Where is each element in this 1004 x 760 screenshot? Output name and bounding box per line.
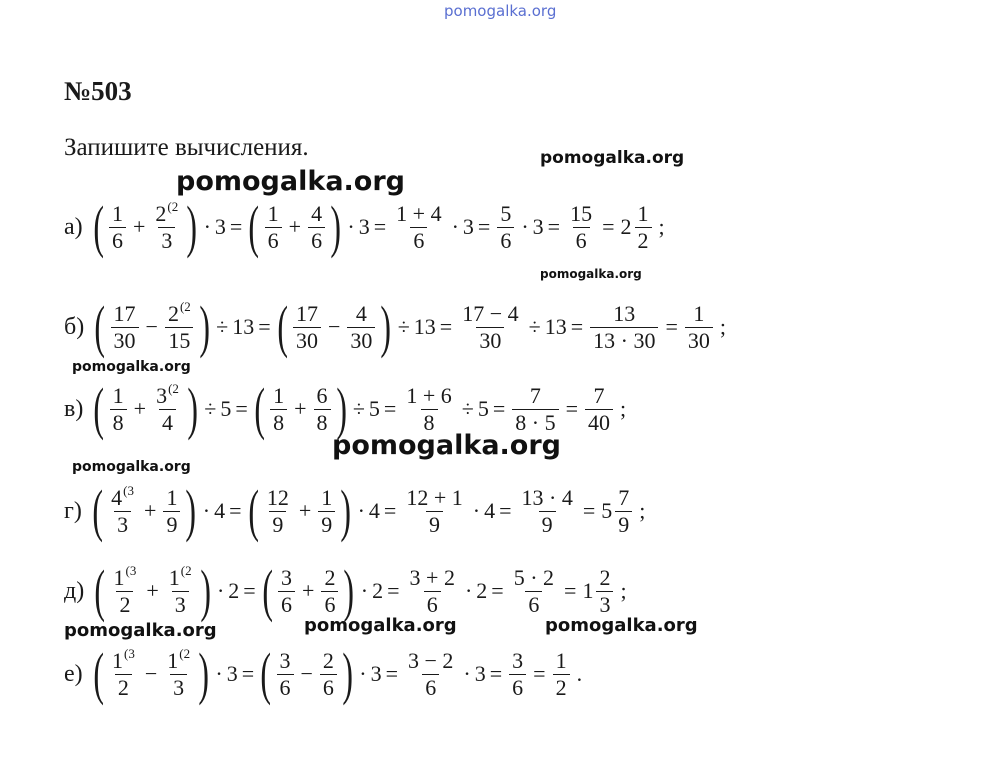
bracket: ( xyxy=(248,194,260,259)
fraction xyxy=(512,383,558,435)
numerator: 1 xyxy=(637,201,649,227)
numerator: 3 xyxy=(512,648,524,674)
numerator: 1 xyxy=(693,301,705,327)
operator: − xyxy=(145,314,158,339)
numerator: 17 − 4 xyxy=(462,301,519,327)
bracket: ( xyxy=(92,478,103,543)
numerator: 1$^{(2}$ xyxy=(167,646,191,674)
bracket: ( xyxy=(94,558,106,623)
fraction xyxy=(407,565,458,617)
operator: − xyxy=(300,661,313,686)
bracket: ) xyxy=(187,376,198,441)
numerator: 1 xyxy=(321,485,333,511)
fraction xyxy=(110,383,127,435)
operator: = xyxy=(602,214,615,239)
operator: = xyxy=(241,661,255,686)
numerator: 1 xyxy=(555,648,567,674)
numerator: 12 xyxy=(266,485,289,511)
denominator: 6 xyxy=(424,591,441,617)
fraction xyxy=(321,565,338,617)
item-label: е) xyxy=(64,660,83,687)
bracket: ) xyxy=(380,294,392,359)
denominator: 9 xyxy=(318,511,335,537)
fraction xyxy=(615,485,632,537)
multiplier-superscript: (3 xyxy=(123,483,135,499)
bracket: ) xyxy=(199,558,211,623)
numerator: 4$^{(3}$ xyxy=(111,483,135,511)
fraction xyxy=(403,485,465,537)
operator: ÷ xyxy=(352,396,365,421)
operator: ÷ xyxy=(528,314,541,339)
operator: · xyxy=(203,214,211,239)
numerator: 6 xyxy=(316,383,328,409)
denominator: 2 xyxy=(635,227,652,253)
denominator: 15 xyxy=(165,327,193,353)
numerator: 2 xyxy=(322,648,334,674)
fraction xyxy=(109,201,126,253)
operator: ÷ xyxy=(461,396,474,421)
fraction xyxy=(108,485,137,537)
watermark: pomogalka.org xyxy=(540,267,642,281)
numerator: 12 + 1 xyxy=(406,485,463,511)
multiplier-superscript: (3 xyxy=(125,563,137,579)
whole-part: 5 xyxy=(601,498,613,523)
fraction xyxy=(459,301,521,353)
bracket: ( xyxy=(262,558,273,623)
operator: = xyxy=(373,214,387,239)
fraction xyxy=(264,485,292,537)
fraction xyxy=(165,301,194,353)
bracket: ) xyxy=(343,558,355,623)
numerator: 2 xyxy=(599,565,611,591)
numerator: 4 xyxy=(355,301,367,327)
denominator: 6 xyxy=(265,227,282,253)
numerator: 1 + 4 xyxy=(396,201,442,227)
fraction xyxy=(511,565,557,617)
operator: = xyxy=(383,396,397,421)
operator: = xyxy=(582,498,596,523)
fraction xyxy=(153,383,182,435)
bracket: ( xyxy=(93,194,104,259)
bracket: ) xyxy=(335,376,347,441)
operator: · xyxy=(357,498,365,523)
denominator: 3 xyxy=(170,674,187,700)
operator: · xyxy=(472,498,481,523)
fraction xyxy=(308,201,325,253)
operator: = xyxy=(492,396,506,421)
bracket: ) xyxy=(342,641,353,706)
fraction xyxy=(163,485,180,537)
operator: + xyxy=(302,578,315,603)
operator: + xyxy=(298,498,312,523)
numerator: 1 + 6 xyxy=(406,383,452,409)
paren-group xyxy=(91,376,200,441)
operator: ; xyxy=(620,578,627,603)
fraction xyxy=(403,383,454,435)
operator: · xyxy=(202,498,211,523)
denominator: 9 xyxy=(163,511,180,537)
numerator: 3$^{(2}$ xyxy=(156,381,179,409)
operator: · xyxy=(464,578,473,603)
operator: = xyxy=(235,396,248,421)
fraction xyxy=(347,301,375,353)
item-label: в) xyxy=(64,395,84,422)
bracket: ( xyxy=(247,478,259,543)
operator: . xyxy=(576,661,583,686)
instruction: Запишите вычисления. xyxy=(64,134,309,161)
denominator: 9 xyxy=(539,511,556,537)
watermark-top: pomogalka.org xyxy=(444,2,557,20)
paren-group xyxy=(246,478,354,543)
denominator: 6 xyxy=(109,227,126,253)
fraction xyxy=(590,301,658,353)
multiplier-superscript: (2 xyxy=(179,646,191,662)
bracket: ( xyxy=(276,294,288,359)
watermark: pomogalka.org xyxy=(332,430,561,461)
watermark: pomogalka.org xyxy=(540,148,685,168)
denominator: 3 xyxy=(172,591,189,617)
watermark: pomogalka.org xyxy=(304,615,457,636)
whole-part: 1 xyxy=(582,578,594,603)
numerator: 17 xyxy=(295,301,318,327)
denominator: 6 xyxy=(509,674,526,700)
numerator: 3 + 2 xyxy=(409,565,455,591)
solution-b: б) ( $\frac{17}{30}$ − $\frac{2^{(2}}{15}$ ) ÷ 13 = ( $\frac{17}{30}$ − $\frac{4}{30}$ ) ÷ 13 = $\frac{17 - 4}{30}$ ÷ 13 = $\frac{13}{13 \cdot 30}$ = $\frac{1}{30}$ ; xyxy=(64,294,726,359)
fraction xyxy=(585,383,613,435)
paren-group xyxy=(91,194,200,259)
operator: + xyxy=(144,498,157,523)
operator: = xyxy=(383,498,397,523)
operator: ; xyxy=(639,498,646,523)
numerator: 1 xyxy=(111,201,123,227)
denominator: 6 xyxy=(321,591,338,617)
paren-group xyxy=(92,558,213,623)
operator: − xyxy=(144,661,158,686)
numerator: 5 · 2 xyxy=(513,565,555,591)
numerator: 1$^{(3}$ xyxy=(113,563,137,591)
operator: = xyxy=(565,396,578,421)
paren-group xyxy=(275,294,394,359)
numerator: 7 xyxy=(529,383,541,409)
denominator: 2 xyxy=(553,674,570,700)
fraction xyxy=(277,648,294,700)
numerator: 5 xyxy=(500,201,512,227)
denominator: 4 xyxy=(159,409,176,435)
numerator: 4 xyxy=(311,201,323,227)
denominator: 13 · 30 xyxy=(590,327,658,353)
operator: = xyxy=(385,661,398,686)
fraction xyxy=(314,383,331,435)
denominator: 8 · 5 xyxy=(512,409,558,435)
solution-a: а) ( $\frac{1}{6}$ + $\frac{2^{(2}}{3}$ ) · 3 = ( $\frac{1}{6}$ + $\frac{4}{6}$ ) · 3 = $\frac{1 + 4}{6}$ · 3 = $\frac{5}{6}$ · 3 = $\frac{15}{6}$ = 2 $\frac{1}{2}$ ; xyxy=(64,194,665,259)
fraction xyxy=(553,648,570,700)
bracket: ) xyxy=(186,194,198,259)
watermark: pomogalka.org xyxy=(64,620,217,641)
operator: = xyxy=(665,314,678,339)
numerator: 13 · 4 xyxy=(521,485,573,511)
denominator: 6 xyxy=(320,674,337,700)
denominator: 8 xyxy=(270,409,287,435)
numerator: 17 xyxy=(113,301,136,327)
watermark: pomogalka.org xyxy=(545,615,698,636)
operator: = xyxy=(547,214,561,239)
operator: = xyxy=(491,578,504,603)
operator: + xyxy=(132,214,146,239)
numerator: 15 xyxy=(570,201,593,227)
bracket: ( xyxy=(254,376,265,441)
numerator: 2$^{(2}$ xyxy=(167,299,191,327)
paren-group xyxy=(252,376,349,441)
operator: · xyxy=(463,661,471,686)
watermark: pomogalka.org xyxy=(72,459,191,475)
fraction xyxy=(265,201,282,253)
operator: · xyxy=(347,214,355,239)
item-label: а) xyxy=(64,213,83,240)
bracket: ) xyxy=(340,478,352,543)
operator: · xyxy=(215,661,223,686)
denominator: 40 xyxy=(585,409,613,435)
bracket: ( xyxy=(94,294,106,359)
fraction xyxy=(497,201,514,253)
denominator: 3 xyxy=(114,511,131,537)
fraction xyxy=(152,201,181,253)
fraction xyxy=(509,648,526,700)
watermark: pomogalka.org xyxy=(176,166,405,197)
solution-v: в) ( $\frac{1}{8}$ + $\frac{3^{(2}}{4}$ ) ÷ 5 = ( $\frac{1}{8}$ + $\frac{6}{8}$ ) ÷ 5 = $\frac{1 + 6}{8}$ ÷ 5 = $\frac{7}{8 \cdot 5}$ = $\frac{7}{40}$ ; xyxy=(64,376,627,441)
fraction xyxy=(278,565,295,617)
operator: ÷ xyxy=(397,314,410,339)
bracket: ( xyxy=(93,376,105,441)
numerator: 1 xyxy=(166,485,178,511)
denominator: 8 xyxy=(110,409,127,435)
multiplier-superscript: (2 xyxy=(180,563,192,579)
operator: = xyxy=(258,314,271,339)
fraction xyxy=(567,201,595,253)
fraction xyxy=(405,648,456,700)
denominator: 30 xyxy=(476,327,504,353)
denominator: 6 xyxy=(573,227,590,253)
bracket: ) xyxy=(330,194,342,259)
fraction xyxy=(519,485,576,537)
fraction xyxy=(111,301,139,353)
bracket: ( xyxy=(93,641,104,706)
operator: = xyxy=(533,661,546,686)
operator: · xyxy=(359,661,367,686)
fraction xyxy=(596,565,613,617)
watermark: pomogalka.org xyxy=(72,359,191,375)
operator: · xyxy=(451,214,459,239)
paren-group xyxy=(91,641,212,706)
paren-group xyxy=(92,294,212,359)
multiplier-superscript: (2 xyxy=(179,299,191,315)
fraction xyxy=(320,648,337,700)
fraction xyxy=(164,648,193,700)
numerator: 7 xyxy=(593,383,605,409)
fraction xyxy=(393,201,444,253)
denominator: 9 xyxy=(426,511,443,537)
numerator: 1$^{(2}$ xyxy=(168,563,192,591)
denominator: 2 xyxy=(115,674,132,700)
item-label: г) xyxy=(64,497,82,524)
operator: · xyxy=(521,214,529,239)
operator: ÷ xyxy=(216,314,229,339)
denominator: 8 xyxy=(314,409,331,435)
denominator: 6 xyxy=(410,227,427,253)
problem-number: №503 xyxy=(64,76,132,106)
multiplier-superscript: (2 xyxy=(167,199,179,215)
fraction xyxy=(685,301,713,353)
paren-group xyxy=(258,641,355,706)
operator: ; xyxy=(719,314,726,339)
operator: = xyxy=(229,214,243,239)
fraction xyxy=(111,565,140,617)
operator: + xyxy=(133,396,147,421)
operator: = xyxy=(387,578,400,603)
operator: = xyxy=(229,498,242,523)
fraction xyxy=(270,383,287,435)
denominator: 30 xyxy=(685,327,713,353)
operator: = xyxy=(243,578,256,603)
fraction xyxy=(293,301,321,353)
operator: + xyxy=(146,578,159,603)
operator: + xyxy=(288,214,302,239)
numerator: 7 xyxy=(618,485,630,511)
operator: = xyxy=(499,498,512,523)
whole-part: 2 xyxy=(620,214,632,239)
denominator: 6 xyxy=(525,591,542,617)
operator: = xyxy=(570,314,584,339)
numerator: 3 − 2 xyxy=(408,648,454,674)
denominator: 3 xyxy=(596,591,613,617)
item-label: б) xyxy=(64,313,85,340)
operator: · xyxy=(216,578,225,603)
bracket: ( xyxy=(260,641,272,706)
denominator: 6 xyxy=(278,591,295,617)
numerator: 2 xyxy=(324,565,336,591)
denominator: 6 xyxy=(497,227,514,253)
denominator: 2 xyxy=(116,591,133,617)
operator: · xyxy=(360,578,369,603)
denominator: 8 xyxy=(421,409,438,435)
numerator: 1$^{(3}$ xyxy=(111,646,135,674)
fraction xyxy=(109,648,138,700)
denominator: 30 xyxy=(293,327,321,353)
numerator: 1 xyxy=(112,383,124,409)
bracket: ) xyxy=(199,294,210,359)
denominator: 30 xyxy=(111,327,139,353)
denominator: 30 xyxy=(347,327,375,353)
operator: ; xyxy=(658,214,665,239)
item-label: д) xyxy=(64,577,85,604)
fraction xyxy=(635,201,652,253)
operator: = xyxy=(564,578,577,603)
numerator: 13 xyxy=(613,301,636,327)
denominator: 3 xyxy=(158,227,175,253)
solution-e: е) ( $\frac{1^{(3}}{2}$ − $\frac{1^{(2}}{3}$ ) · 3 = ( $\frac{3}{6}$ − $\frac{2}{6}$ ) · 3 = $\frac{3 - 2}{6}$ · 3 = $\frac{3}{6}$ = $\frac{1}{2}$ . xyxy=(64,641,583,706)
paren-group xyxy=(90,478,199,543)
bracket: ) xyxy=(185,478,197,543)
operator: ÷ xyxy=(204,396,217,421)
operator: ; xyxy=(620,396,627,421)
denominator: 6 xyxy=(308,227,325,253)
operator: − xyxy=(327,314,341,339)
denominator: 6 xyxy=(277,674,294,700)
numerator: 2$^{(2}$ xyxy=(155,199,179,227)
paren-group xyxy=(246,194,343,259)
operator: = xyxy=(489,661,503,686)
bracket: ) xyxy=(198,641,210,706)
denominator: 9 xyxy=(615,511,632,537)
multiplier-superscript: (3 xyxy=(123,646,135,662)
fraction xyxy=(166,565,195,617)
operator: + xyxy=(294,396,307,421)
multiplier-superscript: (2 xyxy=(168,381,179,397)
numerator: 3 xyxy=(279,648,291,674)
operator: = xyxy=(477,214,491,239)
solution-g: г) ( $\frac{4^{(3}}{3}$ + $\frac{1}{9}$ ) · 4 = ( $\frac{12}{9}$ + $\frac{1}{9}$ ) · 4 = $\frac{12 + 1}{9}$ · 4 = $\frac{13 \cdot 4}{9}$ = 5 $\frac{7}{9}$ ; xyxy=(64,478,646,543)
paren-group xyxy=(260,558,357,623)
denominator: 6 xyxy=(422,674,439,700)
solution-d: д) ( $\frac{1^{(3}}{2}$ + $\frac{1^{(2}}{3}$ ) · 2 = ( $\frac{3}{6}$ + $\frac{2}{6}$ ) · 2 = $\frac{3 + 2}{6}$ · 2 = $\frac{5 \cdot 2}{6}$ = 1 $\frac{2}{3}$ ; xyxy=(64,558,627,623)
numerator: 1 xyxy=(273,383,285,409)
numerator: 1 xyxy=(267,201,279,227)
fraction xyxy=(318,485,335,537)
denominator: 9 xyxy=(269,511,286,537)
operator: = xyxy=(439,314,453,339)
numerator: 3 xyxy=(281,565,293,591)
